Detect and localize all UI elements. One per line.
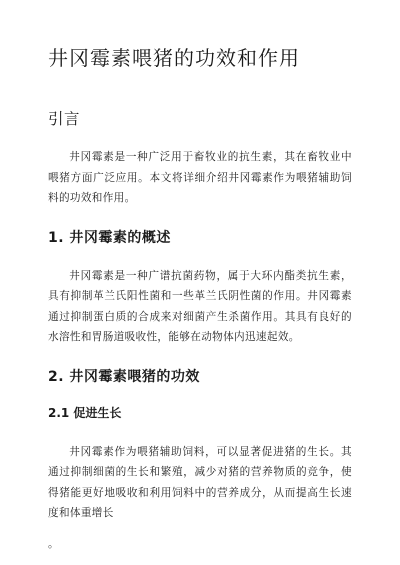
intro-heading: 引言 — [48, 110, 81, 128]
intro-paragraph: 井冈霉素是一种广泛用于畜牧业的抗生素，其在畜牧业中喂猪方面广泛应用。本文将详细介绍井冈霉素作为喂猪辅助饲料的功效和作用。 — [48, 151, 352, 204]
section-2-1-trailing-punctuation: 。 — [48, 537, 59, 550]
section-1-heading: 1. 井冈霉素的概述 — [48, 229, 171, 246]
document-title: 井冈霉素喂猪的功效和作用 — [48, 46, 300, 70]
section-2-1-heading: 2.1 促进生长 — [48, 405, 122, 420]
section-2-heading: 2. 井冈霉素喂猪的功效 — [48, 368, 200, 385]
section-1-paragraph: 井冈霉素是一种广谱抗菌药物，属于大环内酯类抗生素，具有抑制革兰氏阳性菌和一些革兰氏阴性菌的作用。井冈霉素通过抑制蛋白质的合成来对细菌产生杀菌作用。其具有良好的水溶性和胃肠道吸收性，能够在动物体内迅速起效。 — [48, 269, 352, 343]
section-2-1-paragraph: 井冈霉素作为喂猪辅助饲料，可以显著促进猪的生长。其通过抑制细菌的生长和繁殖，减少对猪的营养物质的竞争，使得猪能更好地吸收和利用饲料中的营养成分，从而提高生长速度和体重增长 — [48, 445, 352, 519]
